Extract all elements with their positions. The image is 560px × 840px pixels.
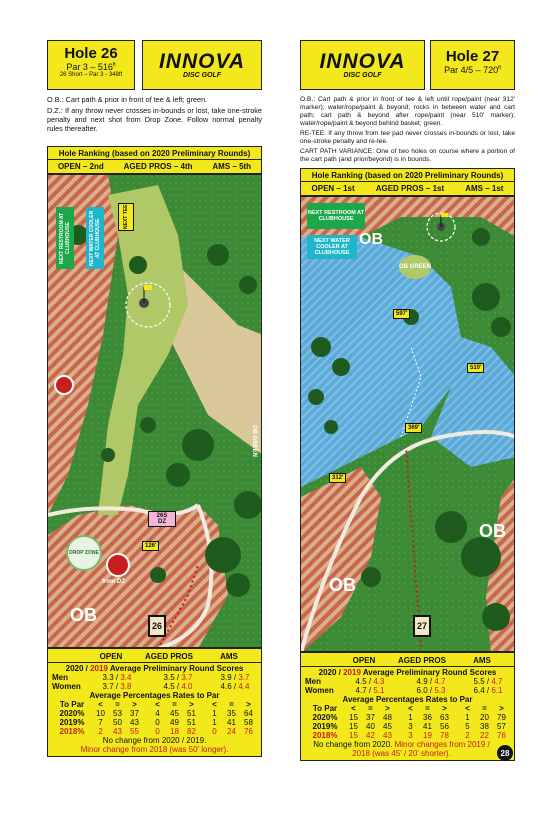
hole-26-stats: OPEN AGED PROS AMS 2020 / 2019 Average Preliminary Round Scores Men 3.3 / 3.4 3.5 / 3.7 3.9 / 3.7 Women 3.7 / 3.8 4.5 / 4.0 4.6 / 4.4 Average Percentages Rates to Par To Par < = > < = > < = > 2020% 10 53 37 4 45 51 1 35 64 2019% 7 50 43 0 49 51 1 41 58 2018% 2 43 55 0 18 82 0 24 76 No change from 2020 / 2019. Minor change from 2018 (was 50' longer). xyxy=(47,648,262,757)
rule-retee: RE-TEE: If any throw from tee pad never crosses in-bounds or lost, take one-stroke penalty and re-tee. xyxy=(300,130,515,146)
restroom-sign: NEXT RESTROOM AT CLUBHOUSE xyxy=(307,203,365,229)
rule-ob: O.B.: Cart path & prior in front of tee & left; green. xyxy=(47,95,208,104)
men-scores: Men 4.5 / 4.3 4.9 / 4.7 5.5 / 4.7 xyxy=(305,677,503,687)
rank-aged: AGED PROS – 1st xyxy=(375,184,445,194)
hole-27-column xyxy=(300,40,515,761)
dz-sign: 26S DZ xyxy=(148,511,176,527)
hole-rules xyxy=(47,96,262,134)
ob-label-right: OB xyxy=(479,521,506,542)
pct-row-2019: 2019% 7 50 43 0 49 51 1 41 58 xyxy=(59,717,253,727)
par-line: Par 4/5 – 720 xyxy=(444,65,499,75)
hole-title-box: Hole 26 Par $3 - 516^{ft}$ 26 Short – Par 3 - 348ft xyxy=(47,40,135,90)
ob-green-label: OB GREEN xyxy=(399,255,431,279)
pct-row-2018: 2018% 2 43 55 0 18 82 0 24 76 xyxy=(59,726,253,736)
hole-ranking xyxy=(47,146,262,174)
rank-open: OPEN – 2nd xyxy=(57,161,104,171)
distance-marker: 126' xyxy=(142,541,159,551)
pct-row-2020: 2020% 10 53 37 4 45 51 1 35 64 xyxy=(59,708,253,718)
marker-510: 510' xyxy=(467,363,484,373)
tee-pad-26: 26 xyxy=(148,615,166,637)
hole-26-column xyxy=(47,40,262,757)
hole-title: Hole 26 xyxy=(64,45,118,62)
next-tee-sign: NEXT TEE xyxy=(118,203,134,231)
women-scores: Women 3.7 / 3.8 4.5 / 4.0 4.6 / 4.4 xyxy=(52,681,250,691)
innova-logo: INNOVA DISC GOLF xyxy=(142,40,262,90)
ranking-title: Hole Ranking (based on 2020 Preliminary Rounds) xyxy=(311,171,504,181)
pct-row-2018: 2018% 15 42 43 3 19 78 2 22 76 xyxy=(312,731,506,741)
topar-header: To Par < = > < = > < = > xyxy=(312,704,504,714)
ranking-title: Hole Ranking (based on 2020 Preliminary Rounds) xyxy=(58,148,251,158)
rank-ams: AMS – 1st xyxy=(465,184,504,194)
hole-26-header xyxy=(47,40,262,90)
hole-27-stats: OPEN AGED PROS AMS 2020 / 2019 Average Preliminary Round Scores Men 4.5 / 4.3 4.9 / 4.7 5.5 / 4.7 Women 4.7 / 5.1 6.0 / 5.3 6.4 / 6.1 Average Percentages Rates to Par To Par < = > < = > < = > 2020% 15 37 48 1 36 63 1 20 79 2019% 15 40 45 3 41 56 5 38 57 2018% 15 42 43 3 19 78 2 22 76 No change from 2020. Minor changes from 2019 / 2018 (was 45' / 20' shorter). xyxy=(300,652,515,761)
rank-aged: AGED PROS – 4th xyxy=(123,161,193,171)
ob-label-top: OB xyxy=(359,231,383,249)
rank-open: OPEN – 1st xyxy=(311,184,355,194)
ob-green-label: OB GREEN xyxy=(251,424,257,457)
hole-ranking xyxy=(300,168,515,196)
marker-597: 597' xyxy=(393,309,410,319)
women-scores: Women 4.7 / 5.1 6.0 / 5.3 6.4 / 6.1 xyxy=(305,686,503,696)
rule-cart-path: CART PATH VARIANCE: One of two holes on course where a portion of the cart path (and prior/beyond) is in bounds. xyxy=(300,148,515,164)
no-entry-icon xyxy=(54,375,74,395)
restroom-sign: NEXT RESTROOM AT CLUBHOUSE xyxy=(56,207,74,269)
topar-header: To Par < = > < = > < = > xyxy=(59,699,251,709)
men-scores: Men 3.3 / 3.4 3.5 / 3.7 3.9 / 3.7 xyxy=(52,672,250,682)
rank-ams: AMS – 5th xyxy=(212,161,252,171)
innova-logo: INNOVA DISC GOLF xyxy=(300,40,425,90)
hole-27-map xyxy=(300,196,515,652)
no-throw-icon xyxy=(106,553,130,577)
rule-dz: D.Z.: If any throw never crosses in-bounds or lost, take one-stroke penalty and next shot from Drop Zone. Follow normal penalty rules thereafter. xyxy=(47,105,262,133)
change-note-2018: Minor change from 2018 (was 50' longer). xyxy=(80,744,229,754)
drop-zone-badge: DROP ZONE xyxy=(66,535,102,571)
page-number: 28 xyxy=(497,745,513,761)
change-note: No change from 2020 / 2019. xyxy=(102,735,207,745)
hole-title-box: Hole 27 Par $4/5 - 720^{ft}$ xyxy=(430,40,515,90)
hole-26-map xyxy=(47,174,262,648)
rule-ob: O.B.: Cart path & prior in front of tee & left until rope/paint (near 312' marker); water/rope/paint & beyond; rocks in between water and cart path; cart path & beyond after rope/paint (near 510' marker); water/rope/paint & beyond behind basket; green. xyxy=(300,96,515,128)
water-cooler-sign: NEXT WATER COOLER AT CLUBHOUSE xyxy=(86,207,104,269)
from-dz-label: from DZ xyxy=(102,578,125,585)
tee-pad-27: 27 xyxy=(413,615,431,637)
pct-row-2020: 2020% 15 37 48 1 36 63 1 20 79 xyxy=(312,713,506,723)
change-note: No change from 2020. xyxy=(313,740,393,750)
pct-row-2019: 2019% 15 40 45 3 41 56 5 38 57 xyxy=(312,722,506,732)
change-note-2019-2018: Minor changes from 2019 / 2018 (was 45' / 20' shorter). xyxy=(352,740,490,759)
short-line: 26 Short – Par 3 - 348ft xyxy=(59,72,123,78)
hole-rules xyxy=(300,96,515,164)
hole-27-header xyxy=(300,40,515,90)
hole-26-map-art xyxy=(48,175,262,648)
ob-label-left: OB xyxy=(329,575,356,596)
ob-label: OB xyxy=(70,604,97,625)
par-line: Par 3 – 516 xyxy=(66,62,113,72)
marker-369: 369' xyxy=(405,423,422,433)
water-cooler-sign: NEXT WATER COOLER AT CLUBHOUSE xyxy=(307,235,357,259)
marker-312: 312' xyxy=(329,473,346,483)
hole-title: Hole 27 xyxy=(445,48,500,65)
